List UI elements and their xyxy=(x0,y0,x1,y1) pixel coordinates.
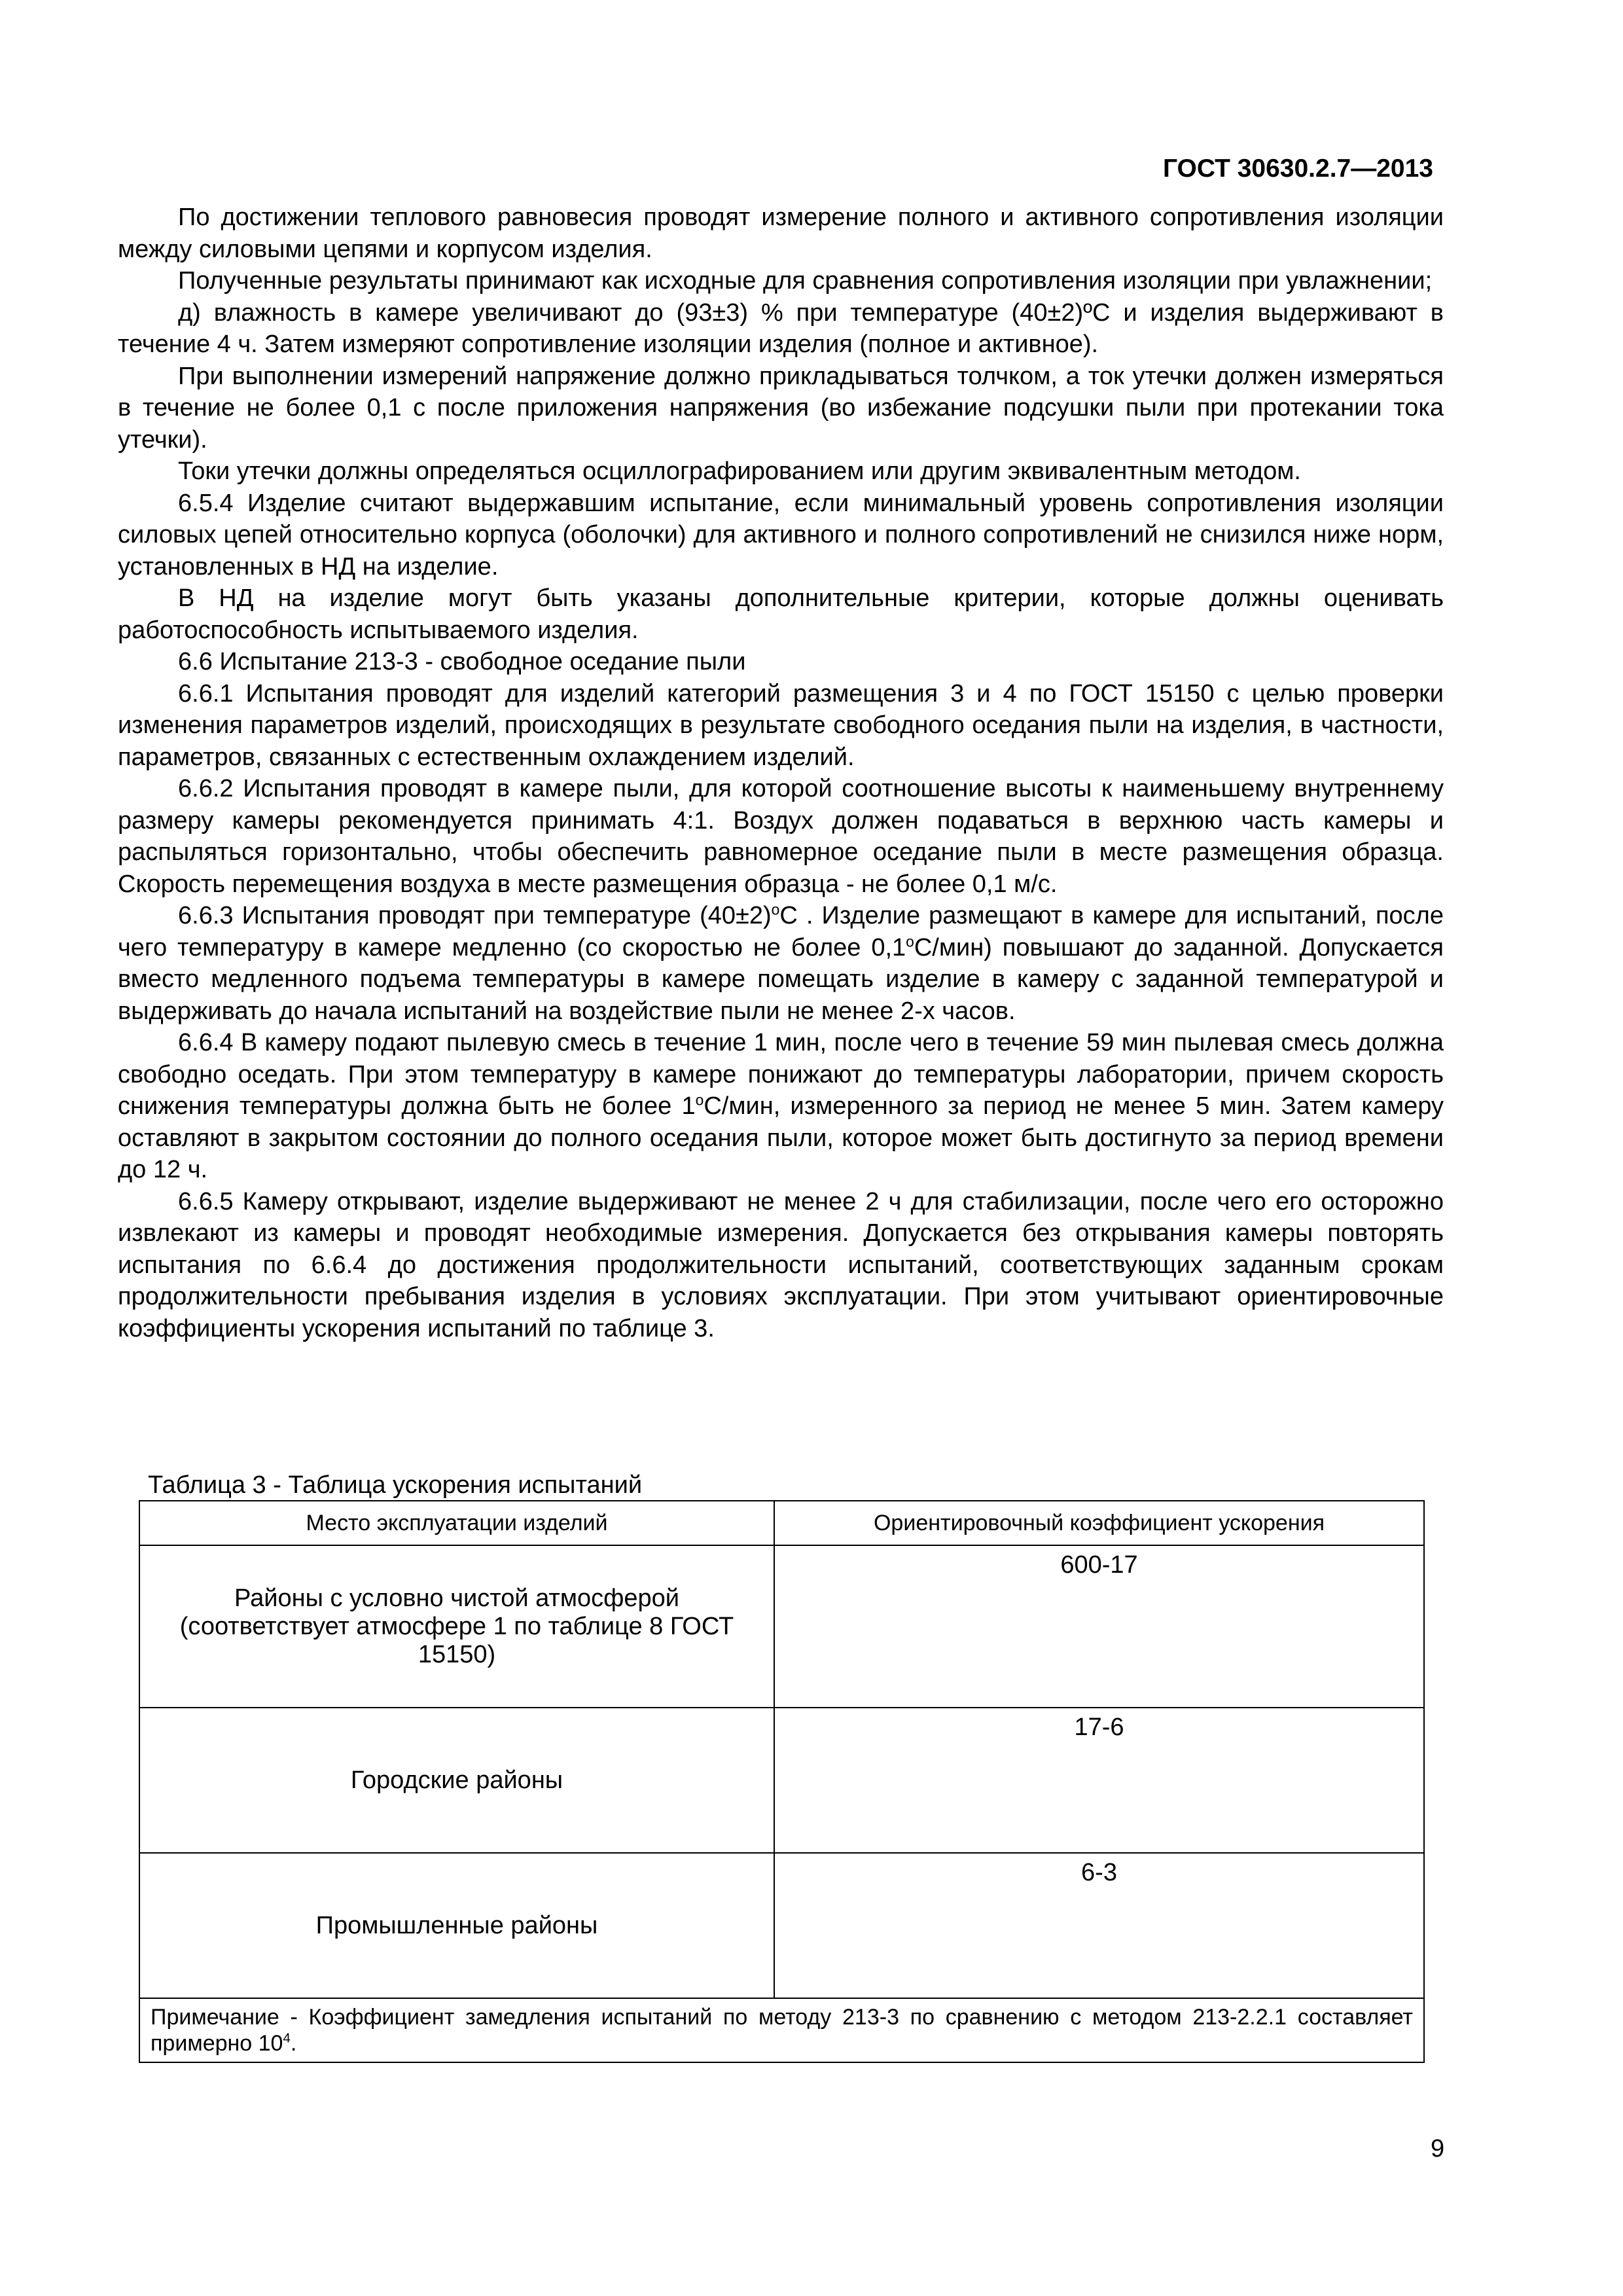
header-coefficient: Ориентировочный коэффициент ускорения xyxy=(774,1501,1424,1545)
table-row xyxy=(139,1708,1424,1853)
cell-place: Городские районы xyxy=(139,1708,774,1853)
paragraph: При выполнении измерений напряжение должно прикладываться толчком, а ток утечки должен измеряться в течение не более 0,1 с после приложения напряжения (во избежание подсушки пыли при протекании тока утечки). xyxy=(118,362,1444,454)
cell-coefficient: 600-17 xyxy=(774,1545,1424,1708)
paragraph: 6.6.2 Испытания проводят в камере пыли, для которой соотношение высоты к наименьшему внутреннему размеру камеры рекомендуется принимать 4:1. Воздух должен подаваться в верхнюю часть камеры и распыляться горизонтально, чтобы обеспечить равномерное оседание пыли в месте размещения образца. Скорость перемещения воздуха в месте размещения образца - не более 0,1 м/с. xyxy=(118,775,1444,898)
table-row xyxy=(139,1853,1424,1998)
paragraph-text: С . Изделие размещают в камере для испытаний, после чего температуру в камере медленно (со скоростью не более 0,1 xyxy=(118,902,1444,961)
paragraph: 6.6.5 Камеру открывают, изделие выдерживают не менее 2 ч для стабилизации, после чего его осторожно извлекают из камеры и проводят необходимые измерения. Допускается без открывания камеры повторять испытания по 6.6.4 до достижения продолжительности испытаний, соответствующих заданным срокам продолжительности пребывания изделия в условиях эксплуатации. При этом учитывают ориентировочные коэффициенты ускорения испытаний по таблице 3. xyxy=(118,1187,1444,1342)
page-number: 9 xyxy=(1431,2135,1445,2162)
note-end: . xyxy=(290,2031,297,2056)
table-note-row xyxy=(139,1998,1424,2062)
paragraph: 6.6.1 Испытания проводят для изделий категорий размещения 3 и 4 по ГОСТ 15150 с целью проверки изменения параметров изделий, происходящих в результате свободного оседания пыли на изделия, в частности, параметров, связанных с естественным охлаждением изделий. xyxy=(118,679,1444,771)
paragraph: Полученные результаты принимают как исходные для сравнения сопротивления изоляции при увлажнении; xyxy=(178,267,1433,295)
paragraph: В НД на изделие могут быть указаны дополнительные критерии, которые должны оценивать работоспособность испытываемого изделия. xyxy=(118,584,1444,644)
paragraph xyxy=(118,1027,1444,1186)
header-place: Место эксплуатации изделий xyxy=(139,1501,774,1545)
acceleration-table xyxy=(139,1500,1425,2063)
paragraph: 6.5.4 Изделие считают выдержавшим испытание, если минимальный уровень сопротивления изоляции силовых цепей относительно корпуса (оболочки) для активного и полного сопротивлений не снизился ниже норм, установленных в НД на изделие. xyxy=(118,489,1444,581)
body-text xyxy=(118,202,1444,1344)
note-exponent: 4 xyxy=(283,2031,291,2046)
note-text: Примечание - Коэффициент замедления испытаний по методу 213-3 по сравнению с методом 213-2.2.1 составляет примерно 10 xyxy=(151,2005,1413,2056)
paragraph-text: 6.6.3 Испытания проводят при температуре (40±2) xyxy=(178,902,772,929)
paragraph: По достижении теплового равновесия проводят измерение полного и активного сопротивления изоляции между силовыми цепями и корпусом изделия. xyxy=(118,204,1444,263)
paragraph-text: 6.6.4 В камеру подают пылевую смесь в течение 1 мин, после чего в течение 59 мин пылевая смесь должна свободно оседать. При этом температуру в камере понижают до температуры лаборатории, причем скорость снижения температуры должна быть не более 1 xyxy=(118,1029,1444,1120)
table-header-row xyxy=(139,1501,1424,1545)
paragraph xyxy=(118,900,1444,1027)
degree-superscript: o xyxy=(906,932,914,950)
table-row xyxy=(139,1545,1424,1708)
table-caption: Таблица 3 - Таблица ускорения испытаний xyxy=(148,1471,643,1499)
paragraph-text: С/мин) повышают до заданной. Допускается вместо медленного подъема температуры в камере помещать изделие в камеру с заданной температурой и выдерживать до начала испытаний на воздействие пыли не менее 2-х часов. xyxy=(118,933,1444,1025)
section-heading: 6.6 Испытание 213-3 - свободное оседание пыли xyxy=(178,648,746,675)
cell-coefficient: 6-3 xyxy=(774,1853,1424,1998)
table-note xyxy=(139,1998,1424,2062)
degree-superscript: o xyxy=(771,901,780,918)
degree-superscript: o xyxy=(695,1091,704,1109)
paragraph: Токи утечки должны определяться осциллографированием или другим эквивалентным методом. xyxy=(178,457,1301,485)
cell-coefficient: 17-6 xyxy=(774,1708,1424,1853)
document-standard-number: ГОСТ 30630.2.7—2013 xyxy=(1162,154,1433,183)
paragraph: д) влажность в камере увеличивают до (93±3) % при температуре (40±2)ºС и изделия выдерживают в течение 4 ч. Затем измеряют сопротивление изоляции изделия (полное и активное). xyxy=(118,298,1444,358)
cell-place: Промышленные районы xyxy=(139,1853,774,1998)
paragraph-text: С/мин, измеренного за период не менее 5 мин. Затем камеру оставляют в закрытом состоянии до полного оседания пыли, которое может быть достигнуто за период времени до 12 ч. xyxy=(118,1092,1444,1183)
cell-place: Районы с условно чистой атмосферой (соответствует атмосфере 1 по таблице 8 ГОСТ 15150) xyxy=(139,1545,774,1708)
